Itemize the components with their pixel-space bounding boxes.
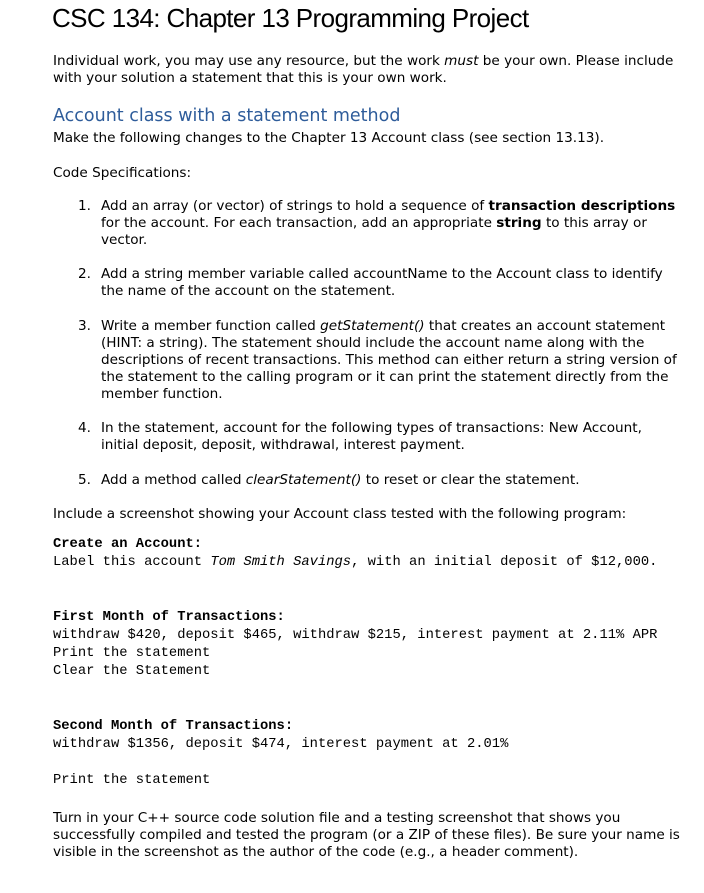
item1-bold-a: transaction descriptions: [488, 198, 676, 214]
item1-text-b: for the account. For each transaction, add an appropriate: [101, 215, 497, 231]
item5-emphasis: clearStatement(): [245, 472, 362, 488]
intro-text-b: be your own. Please include with your solution a statement that this is your own work.: [53, 53, 674, 86]
item5-text-a: Add a method called: [101, 472, 246, 488]
list-item-number: 5.: [78, 472, 91, 488]
create-text-b: , with an initial deposit of $12,000.: [351, 555, 658, 570]
program-month2-block: [53, 718, 693, 754]
section-heading: Account class with a statement method: [53, 106, 401, 126]
print-statement-1: Print the statement: [53, 646, 211, 661]
item1-bold-b: string: [496, 215, 542, 231]
code-spec-label: Code Specifications:: [53, 165, 192, 181]
list-item-text: Add a string member variable called accountName to the Account class to identify the name of the account on the statement.: [101, 266, 663, 299]
list-item-number: 4.: [78, 420, 91, 436]
intro-emphasis: must: [444, 53, 479, 69]
create-heading: Create an Account:: [53, 537, 203, 552]
intro-paragraph: [53, 53, 683, 87]
program-create-block: [53, 536, 693, 572]
month1-line: withdraw $420, deposit $465, withdraw $215, interest payment at 2.11% APR: [53, 628, 658, 643]
item1-text-c: to this array or vector.: [101, 215, 647, 248]
clear-statement: Clear the Statement: [53, 664, 211, 679]
item3-text-b: that creates an account statement (HINT: a string). The statement should include the account name along with the descriptions of recent transactions. This method can either return a string version of the statement to the calling program or it can print the statement directly from the member function.: [101, 318, 677, 402]
create-text-a: Label this account: [53, 555, 211, 570]
item3-emphasis: getStatement(): [320, 318, 425, 334]
list-item-number: 2.: [78, 266, 91, 282]
month1-heading: First Month of Transactions:: [53, 610, 285, 625]
program-print2: Print the statement: [53, 773, 211, 788]
list-item-number: 3.: [78, 318, 91, 334]
closing-paragraph: Turn in your C++ source code solution file and a testing screenshot that shows you successfully compiled and tested the program (or a ZIP of these files). Be sure your name is visible in the screenshot as the author of the code (e.g., a header comment).: [53, 810, 680, 860]
list-item-number: 1.: [78, 198, 91, 214]
page-title: CSC 134: Chapter 13 Programming Project: [52, 3, 529, 33]
item1-text-a: Add an array (or vector) of strings to hold a sequence of: [101, 198, 489, 214]
program-month1-block: [53, 609, 693, 681]
create-emphasis: Tom Smith Savings: [210, 555, 352, 570]
month2-line: withdraw $1356, deposit $474, interest payment at 2.01%: [53, 737, 509, 752]
changes-paragraph: Make the following changes to the Chapter 13 Account class (see section 13.13).: [53, 130, 605, 146]
item3-text-a: Write a member function called: [101, 318, 321, 334]
include-paragraph: Include a screenshot showing your Account class tested with the following program:: [53, 506, 627, 522]
intro-text-a: Individual work, you may use any resource, but the work: [53, 53, 445, 69]
list-item-text: In the statement, account for the following types of transactions: New Account, initial deposit, deposit, withdrawal, interest payment.: [101, 420, 642, 453]
item5-text-b: to reset or clear the statement.: [361, 472, 580, 488]
list-item-text: [101, 198, 681, 249]
month2-heading: Second Month of Transactions:: [53, 719, 294, 734]
list-item-text: [101, 472, 681, 489]
list-item-text: [101, 318, 681, 403]
